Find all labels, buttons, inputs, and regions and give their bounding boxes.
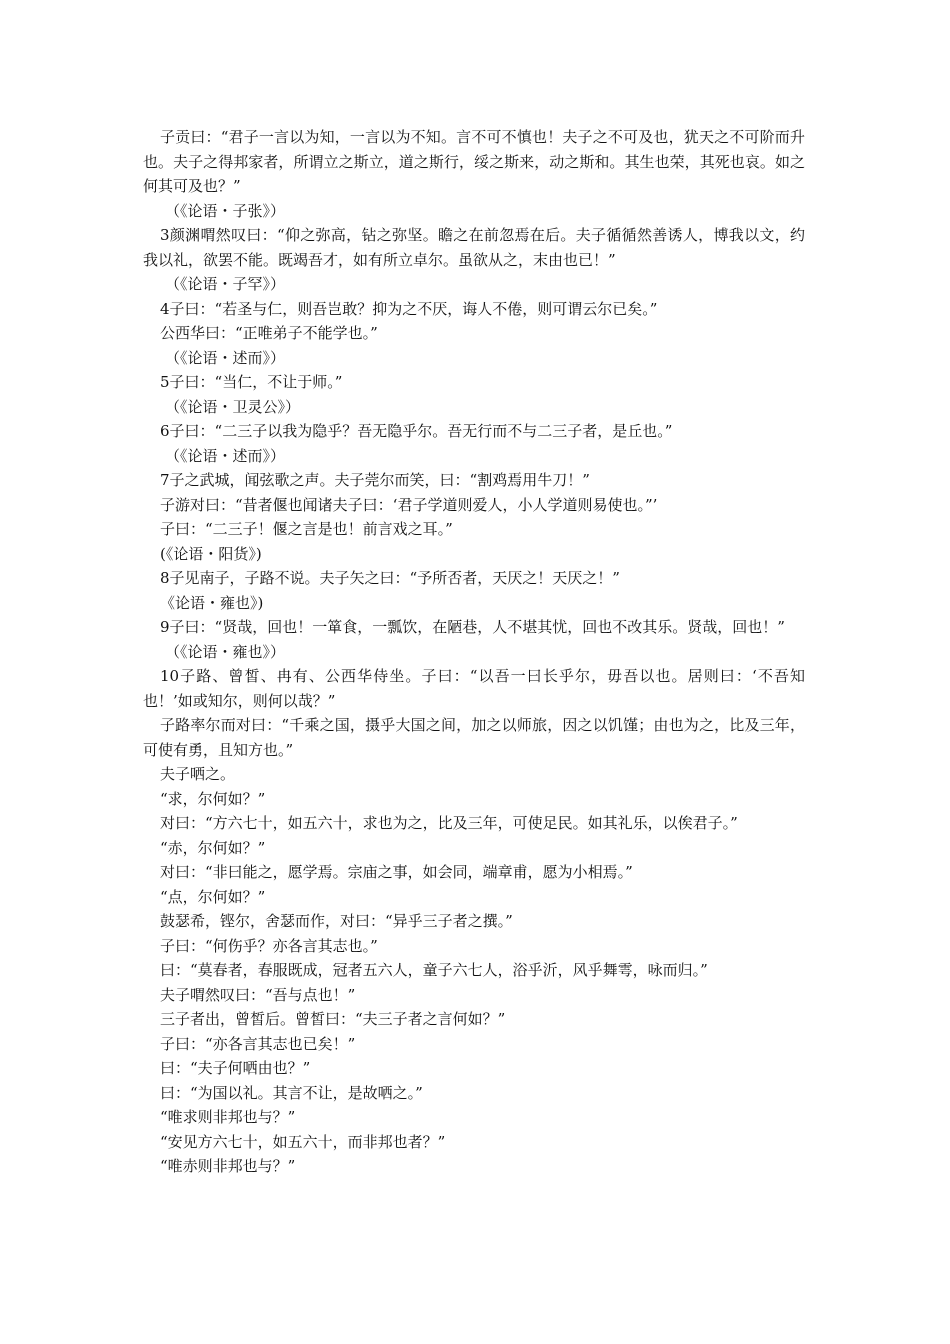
paragraph: “求，尔何如？” [160,789,266,808]
paragraph: 9子曰：“贤哉，回也！一箪食，一瓢饮，在陋巷，人不堪其忧，回也不改其乐。贤哉，回也！” [160,618,785,636]
paragraph: 5子曰：“当仁，不让于师。” [160,373,343,391]
citation: （《论语・卫灵公》） [165,397,301,416]
paragraph: 10子路、曾皙、冉有、公西华侍坐。子曰：“以吾一曰长乎尔，毋吾以也。居则曰：‘不吾知也！’如或知尔，则何以哉？” [143,667,805,710]
paragraph: 子曰：“二三子！偃之言是也！前言戏之耳。” [160,520,453,538]
paragraph: 曰：“莫春者，春服既成，冠者五六人，童子六七人，浴乎沂，风乎舞雩，咏而归。” [160,961,708,979]
paragraph: “唯赤则非邦也与？” [160,1157,296,1175]
paragraph: 子贡曰：“君子一言以为知，一言以为不知。言不可不慎也！夫子之不可及也，犹天之不可阶而升也。夫子之得邦家者，所谓立之斯立，道之斯行，绥之斯来，动之斯和。其生也荣，其死也哀。如之何其可及也？” [143,128,805,195]
paragraph: 对曰：“方六七十，如五六十，求也为之，比及三年，可使足民。如其礼乐，以俟君子。” [160,814,738,832]
paragraph: 三子者出，曾皙后。曾皙曰：“夫三子者之言何如？” [160,1010,506,1028]
paragraph: 3颜渊喟然叹曰：“仰之弥高，钻之弥坚。瞻之在前忽焉在后。夫子循循然善诱人，博我以文，约我以礼，欲罢不能。既竭吾才，如有所立卓尔。虽欲从之，末由也已！” [143,226,805,269]
paragraph: 曰：“夫子何哂由也？” [160,1059,311,1077]
paragraph: “唯求则非邦也与？” [160,1108,296,1126]
citation: （《论语・子罕》） [165,275,286,293]
citation: （《论语・雍也》） [165,642,286,661]
paragraph: 子曰：“亦各言其志也已矣！” [160,1034,356,1053]
paragraph: 8子见南子，子路不说。夫子矢之曰：“予所否者，天厌之！天厌之！” [160,569,620,587]
citation: （《论语・述而》） [165,446,286,465]
paragraph: 夫子喟然叹曰：“吾与点也！” [160,985,356,1004]
citation: （《论语・述而》） [165,348,286,367]
paragraph: 公西华曰：“正唯弟子不能学也。” [160,324,378,342]
document-body [143,125,805,1179]
paragraph: 6子曰：“二三子以我为隐乎？吾无隐乎尔。吾无行而不与二三子者，是丘也。” [160,422,673,440]
paragraph: 7子之武城，闻弦歌之声。夫子莞尔而笑，曰：“割鸡焉用牛刀！” [160,471,590,489]
paragraph: 曰：“为国以礼。其言不让，是故哂之。” [160,1083,423,1102]
paragraph: 子路率尔而对曰：“千乘之国，摄乎大国之间，加之以师旅，因之以饥馑；由也为之，比及三年，可使有勇，且知方也。” [143,716,805,759]
paragraph: 子曰：“何伤乎？亦各言其志也。” [160,936,378,955]
paragraph: 鼓瑟希，铿尔，舍瑟而作，对曰：“异乎三子者之撰。” [160,912,513,930]
paragraph: 4子曰：“若圣与仁，则吾岂敢？抑为之不厌，诲人不倦，则可谓云尔已矣。” [160,299,658,318]
paragraph: 子游对曰：“昔者偃也闻诸夫子曰：‘君子学道则爱人，小人学道则易使也。”’ [160,495,658,514]
citation: (《论语・阳货》) [160,544,262,563]
paragraph: “点，尔何如？” [160,887,266,906]
paragraph: 对曰：“非曰能之，愿学焉。宗庙之事，如会同，端章甫，愿为小相焉。” [160,863,633,881]
paragraph: “安见方六七十，如五六十，而非邦也者？” [160,1132,446,1151]
paragraph: 夫子哂之。 [160,765,236,783]
citation: （《论语・子张》） [165,201,286,220]
citation: 《论语・雍也》) [160,593,264,612]
paragraph: “赤，尔何如？” [160,838,266,857]
